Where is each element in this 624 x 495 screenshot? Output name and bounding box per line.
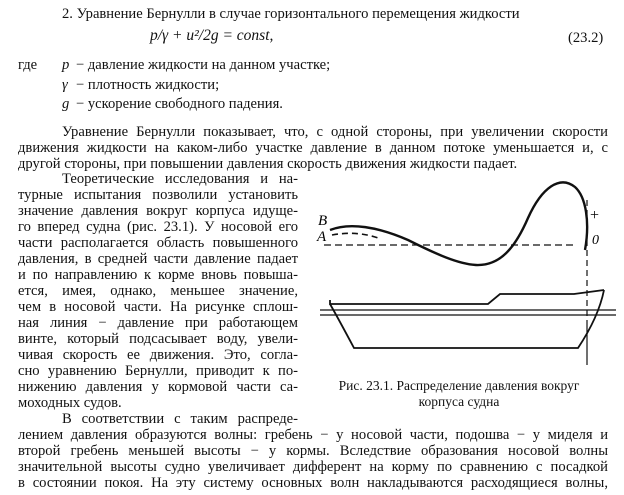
- paragraph-line: значение давления вокруг корпуса идуще-: [18, 203, 298, 219]
- hull-outline: [330, 290, 604, 348]
- paragraph-line: чивая скорость ее движения. Это, согла-: [18, 347, 298, 363]
- bernoulli-equation: p/γ + u²/2g = const,: [150, 27, 274, 44]
- section-heading: 2. Уравнение Бернулли в случае горизонтального перемещения жидкости: [62, 6, 520, 22]
- paragraph-line: части располагается область повышенного: [18, 235, 298, 251]
- pressure-curve-solid: [330, 182, 587, 265]
- paragraph-line: второй гребень меньшей высоты − у кормы. Вследствие образования носовой волны: [18, 443, 608, 459]
- plus-sign-label: +: [590, 207, 600, 224]
- paragraph-line: другой стороны, при повышении давления скорость движения жидкости падает.: [18, 156, 518, 172]
- paragraph-line: В соответствии с таким распреде-: [62, 411, 298, 427]
- paragraph-line: движения жидкости на каком-либо участке давление в данном потоке уменьшается и, с: [18, 140, 608, 156]
- paragraph-line: ется, имея, однако, меньшее значение,: [18, 283, 298, 299]
- paragraph-line: и по направлению к корме вновь повыша-: [18, 267, 298, 283]
- pressure-curve-dashed: [332, 233, 378, 238]
- definitions-lead: где: [18, 57, 38, 73]
- equation-number: (23.2): [568, 30, 604, 46]
- paragraph-line: в состоянии покоя. На эту систему основных волн накладываются расходящиеся волны,: [18, 475, 608, 491]
- paragraph-line: нижению давления у кормовой части са-: [18, 379, 298, 395]
- paragraph-line: Теоретические исследования и на-: [62, 171, 298, 187]
- hull-deck-line: [330, 290, 604, 304]
- paragraph-line: моходных судов.: [18, 395, 122, 411]
- paragraph-line: винте, который подсасывает воду, увели-: [18, 331, 298, 347]
- paragraph-line: сно уравнению Бернулли, приводит к по-: [18, 363, 298, 379]
- definition-item: g − ускорение свободного падения.: [62, 96, 283, 112]
- paragraph-line: ная линия − давление при работающем: [18, 315, 298, 331]
- paragraph-line: чем в носовой части. На рисунке сплош-: [18, 299, 298, 315]
- zero-label: 0: [592, 233, 599, 248]
- paragraph-line: турные испытания позволили установить: [18, 187, 298, 203]
- paragraph-line: лением давления образуются волны: гребень − у носовой части, подошва − у миделя и: [18, 427, 608, 443]
- paragraph-line: го вперед судна (рис. 23.1). У носовой его: [18, 219, 298, 235]
- figure-caption: Рис. 23.1. Распределение давления вокруг корпуса судна: [338, 378, 580, 409]
- definition-item: γ − плотность жидкости;: [62, 77, 220, 93]
- paragraph-line: давления, в средней части давление падает: [18, 251, 298, 267]
- curve-b-label: B: [318, 213, 328, 229]
- paragraph-line: Уравнение Бернулли показывает, что, с одной стороны, при увеличении скорости: [62, 124, 608, 140]
- curve-a-label: A: [317, 229, 327, 245]
- paragraph-line: значительной высоты судно увеличивает дифферент на корму по сравнению с посадкой: [18, 459, 608, 475]
- definition-item: p − давление жидкости на данном участке;: [62, 57, 331, 73]
- pressure-distribution-figure: [308, 170, 620, 380]
